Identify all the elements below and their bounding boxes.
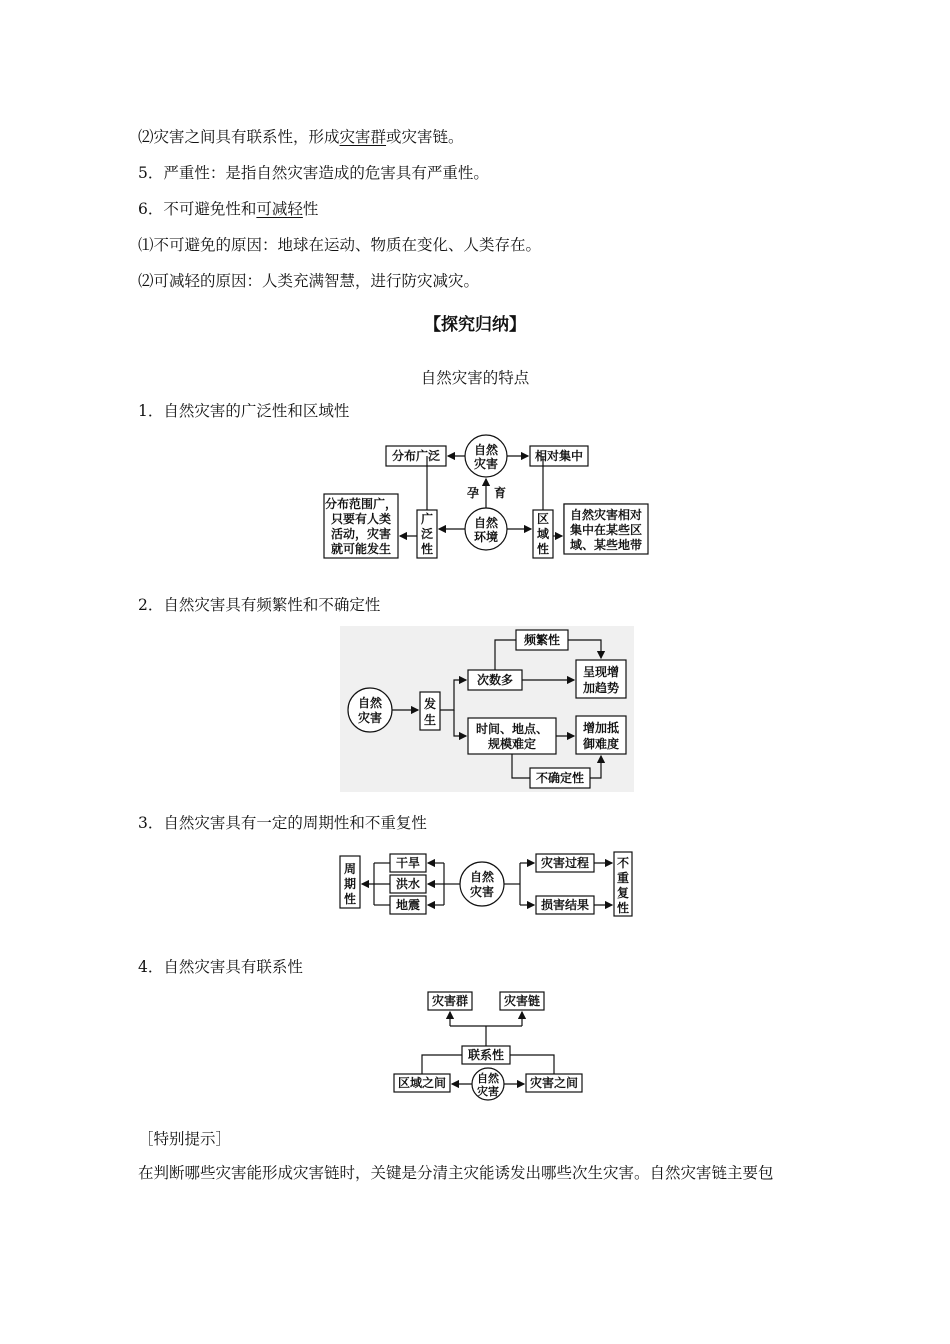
label-xiangdui: 相对集中: [534, 449, 584, 463]
label-disaster-b: 灾害: [357, 711, 383, 725]
label-zaihai: 灾害之间: [529, 1076, 579, 1090]
label-zengjia-1: 增加抵: [582, 721, 620, 735]
line-3-suffix: 性: [302, 200, 319, 218]
label-q1: 区: [536, 512, 550, 526]
label-chengxian-2: 加趋势: [582, 681, 620, 695]
label-buqueding: 不确定性: [535, 771, 585, 785]
item-2-title: 2．自然灾害具有频繁性和不确定性: [138, 596, 381, 614]
label-disaster-b: 灾害: [477, 1085, 499, 1098]
label-b3: 复: [616, 886, 630, 900]
label-right-1: 自然灾害相对: [569, 508, 643, 522]
item-3-title: 3．自然灾害具有一定的周期性和不重复性: [138, 814, 427, 832]
diagram-distribution-right: [560, 500, 652, 560]
label-chengxian-1: 呈现增: [582, 665, 620, 679]
label-left-2: 只要有人类: [330, 512, 392, 526]
label-fenbu: 分布广泛: [391, 449, 441, 463]
label-left-3: 活动，灾害: [330, 527, 392, 541]
label-b1: 不: [616, 856, 630, 870]
label-shijian-2: 规模难定: [487, 737, 537, 751]
label-disaster-b: 灾害: [469, 885, 495, 899]
label-disaster-a: 自然: [477, 1072, 499, 1085]
label-zaihailian: 灾害链: [503, 994, 541, 1008]
label-right-2: 集中在某些区: [569, 523, 643, 537]
label-g2: 泛: [420, 527, 434, 541]
label-disaster-b: 灾害: [473, 457, 499, 471]
line-lianxi-to-quyu: [422, 1055, 462, 1074]
label-z1: 周: [343, 862, 357, 876]
label-quyu: 区域之间: [397, 1076, 447, 1090]
diagram-connection: [390, 988, 586, 1104]
label-g3: 性: [420, 542, 434, 556]
label-z3: 性: [343, 892, 357, 906]
label-env-b: 环境: [473, 530, 499, 544]
label-env-a: 自然: [473, 516, 499, 530]
line-1-underlined: 灾害群: [339, 128, 387, 146]
line-3-underlined: 可减轻: [256, 200, 303, 218]
label-yun: 孕: [466, 486, 480, 500]
label-cishu: 次数多: [476, 673, 514, 687]
label-disaster-a: 自然: [473, 443, 499, 457]
text-line-5: ⑵可减轻的原因：人类充满智慧，进行防灾减灾。: [138, 272, 480, 290]
label-dizhen: 地震: [395, 898, 421, 912]
label-fa: 发: [423, 697, 437, 711]
line-lianxi-to-zaihai: [510, 1055, 554, 1074]
text-line-4: ⑴不可避免的原因：地球在运动、物质在变化、人类存在。: [138, 236, 542, 254]
label-sheng: 生: [423, 713, 437, 727]
label-pinfan: 频繁性: [523, 633, 561, 647]
diagram-periodicity: [336, 846, 638, 922]
line-3-prefix: 6．不可避免性和: [138, 200, 257, 218]
label-g1: 广: [420, 512, 434, 526]
label-zaihaiqun: 灾害群: [431, 994, 469, 1008]
label-b2: 重: [616, 871, 630, 885]
label-q3: 性: [536, 542, 550, 556]
tip-label: ［特别提示］: [138, 1130, 232, 1148]
circle-disaster: [460, 862, 504, 906]
tip-text: 在判断哪些灾害能形成灾害链时，关键是分清主灾能诱发出哪些次生灾害。自然灾害链主要包: [138, 1164, 774, 1182]
label-b4: 性: [616, 901, 630, 915]
line-1-prefix: ⑵灾害之间具有联系性，形成: [138, 128, 340, 146]
label-zengjia-2: 御难度: [582, 737, 620, 751]
item-4-title: 4．自然灾害具有联系性: [138, 958, 303, 976]
label-left-1: 分布范围广，: [324, 497, 398, 511]
diagram-frequency: [340, 626, 634, 792]
text-line-2: 5．严重性：是指自然灾害造成的危害具有严重性。: [138, 164, 489, 182]
item-1-title: 1．自然灾害的广泛性和区域性: [138, 402, 350, 420]
label-guocheng: 灾害过程: [540, 856, 590, 870]
label-right-3: 域、某些地带: [569, 538, 643, 552]
label-left-4: 就可能发生: [330, 542, 392, 556]
section-heading: 【探究归纳】: [424, 315, 526, 335]
label-ganhan: 干旱: [395, 856, 421, 870]
label-z2: 期: [343, 877, 357, 891]
circle-disaster: [348, 688, 392, 732]
text-line-3: [138, 198, 318, 220]
label-q2: 域: [536, 527, 550, 541]
label-jieguo: 损害结果: [540, 898, 590, 912]
section-subtitle: 自然灾害的特点: [420, 369, 530, 387]
text-line-1: [138, 126, 464, 148]
line-1-suffix: 或灾害链。: [386, 128, 464, 146]
label-shijian-1: 时间、地点、: [475, 722, 549, 736]
label-disaster-a: 自然: [469, 870, 495, 884]
label-hongshui: 洪水: [395, 877, 421, 891]
label-disaster-a: 自然: [357, 696, 383, 710]
label-yu: 育: [493, 486, 507, 500]
label-lianxixing: 联系性: [467, 1048, 505, 1062]
